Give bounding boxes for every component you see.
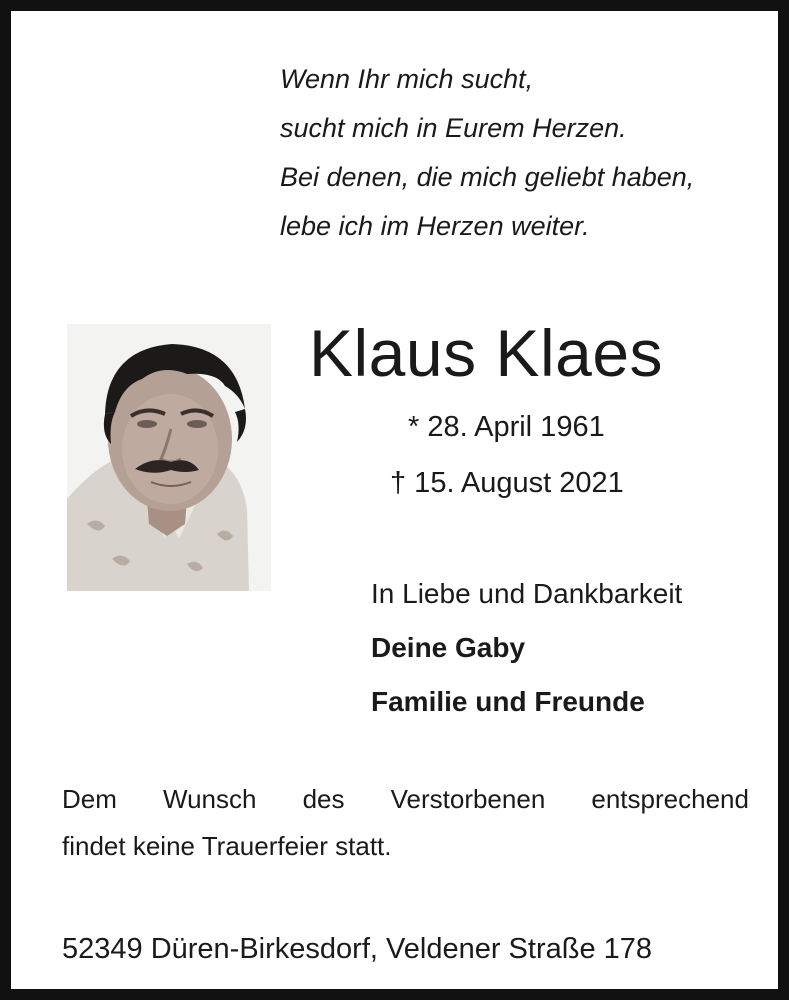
notice-word: Wunsch [163,784,257,814]
deceased-portrait-photo [67,324,271,591]
closing-intro: In Liebe und Dankbarkeit [371,578,683,609]
poem-line: sucht mich in Eurem Herzen. [280,113,627,143]
poem-line: Bei denen, die mich geliebt haben, [280,162,695,192]
poem-line: lebe ich im Herzen weiter. [280,211,590,241]
mourning-address: 52349 Düren-Birkesdorf, Veldener Straße 178 [62,933,653,965]
portrait-illustration [67,324,271,591]
notice-line-1 [62,776,749,823]
notice-line-2: findet keine Trauerfeier statt. [62,831,392,861]
closing-block [371,567,682,729]
deceased-name: Klaus Klaes [309,316,664,390]
notice-word: Dem [62,784,117,814]
birth-date: * 28. April 1961 [408,411,605,443]
death-date: † 15. August 2021 [390,467,624,499]
notice-word: des [302,784,345,814]
memorial-poem [280,55,694,251]
notice-word: Verstorbenen [390,784,546,814]
signatory: Familie und Freunde [371,686,645,717]
signatory: Deine Gaby [371,632,526,663]
poem-line: Wenn Ihr mich sucht, [280,64,534,94]
funeral-notice [62,776,749,870]
notice-word: entsprechend [591,784,749,814]
